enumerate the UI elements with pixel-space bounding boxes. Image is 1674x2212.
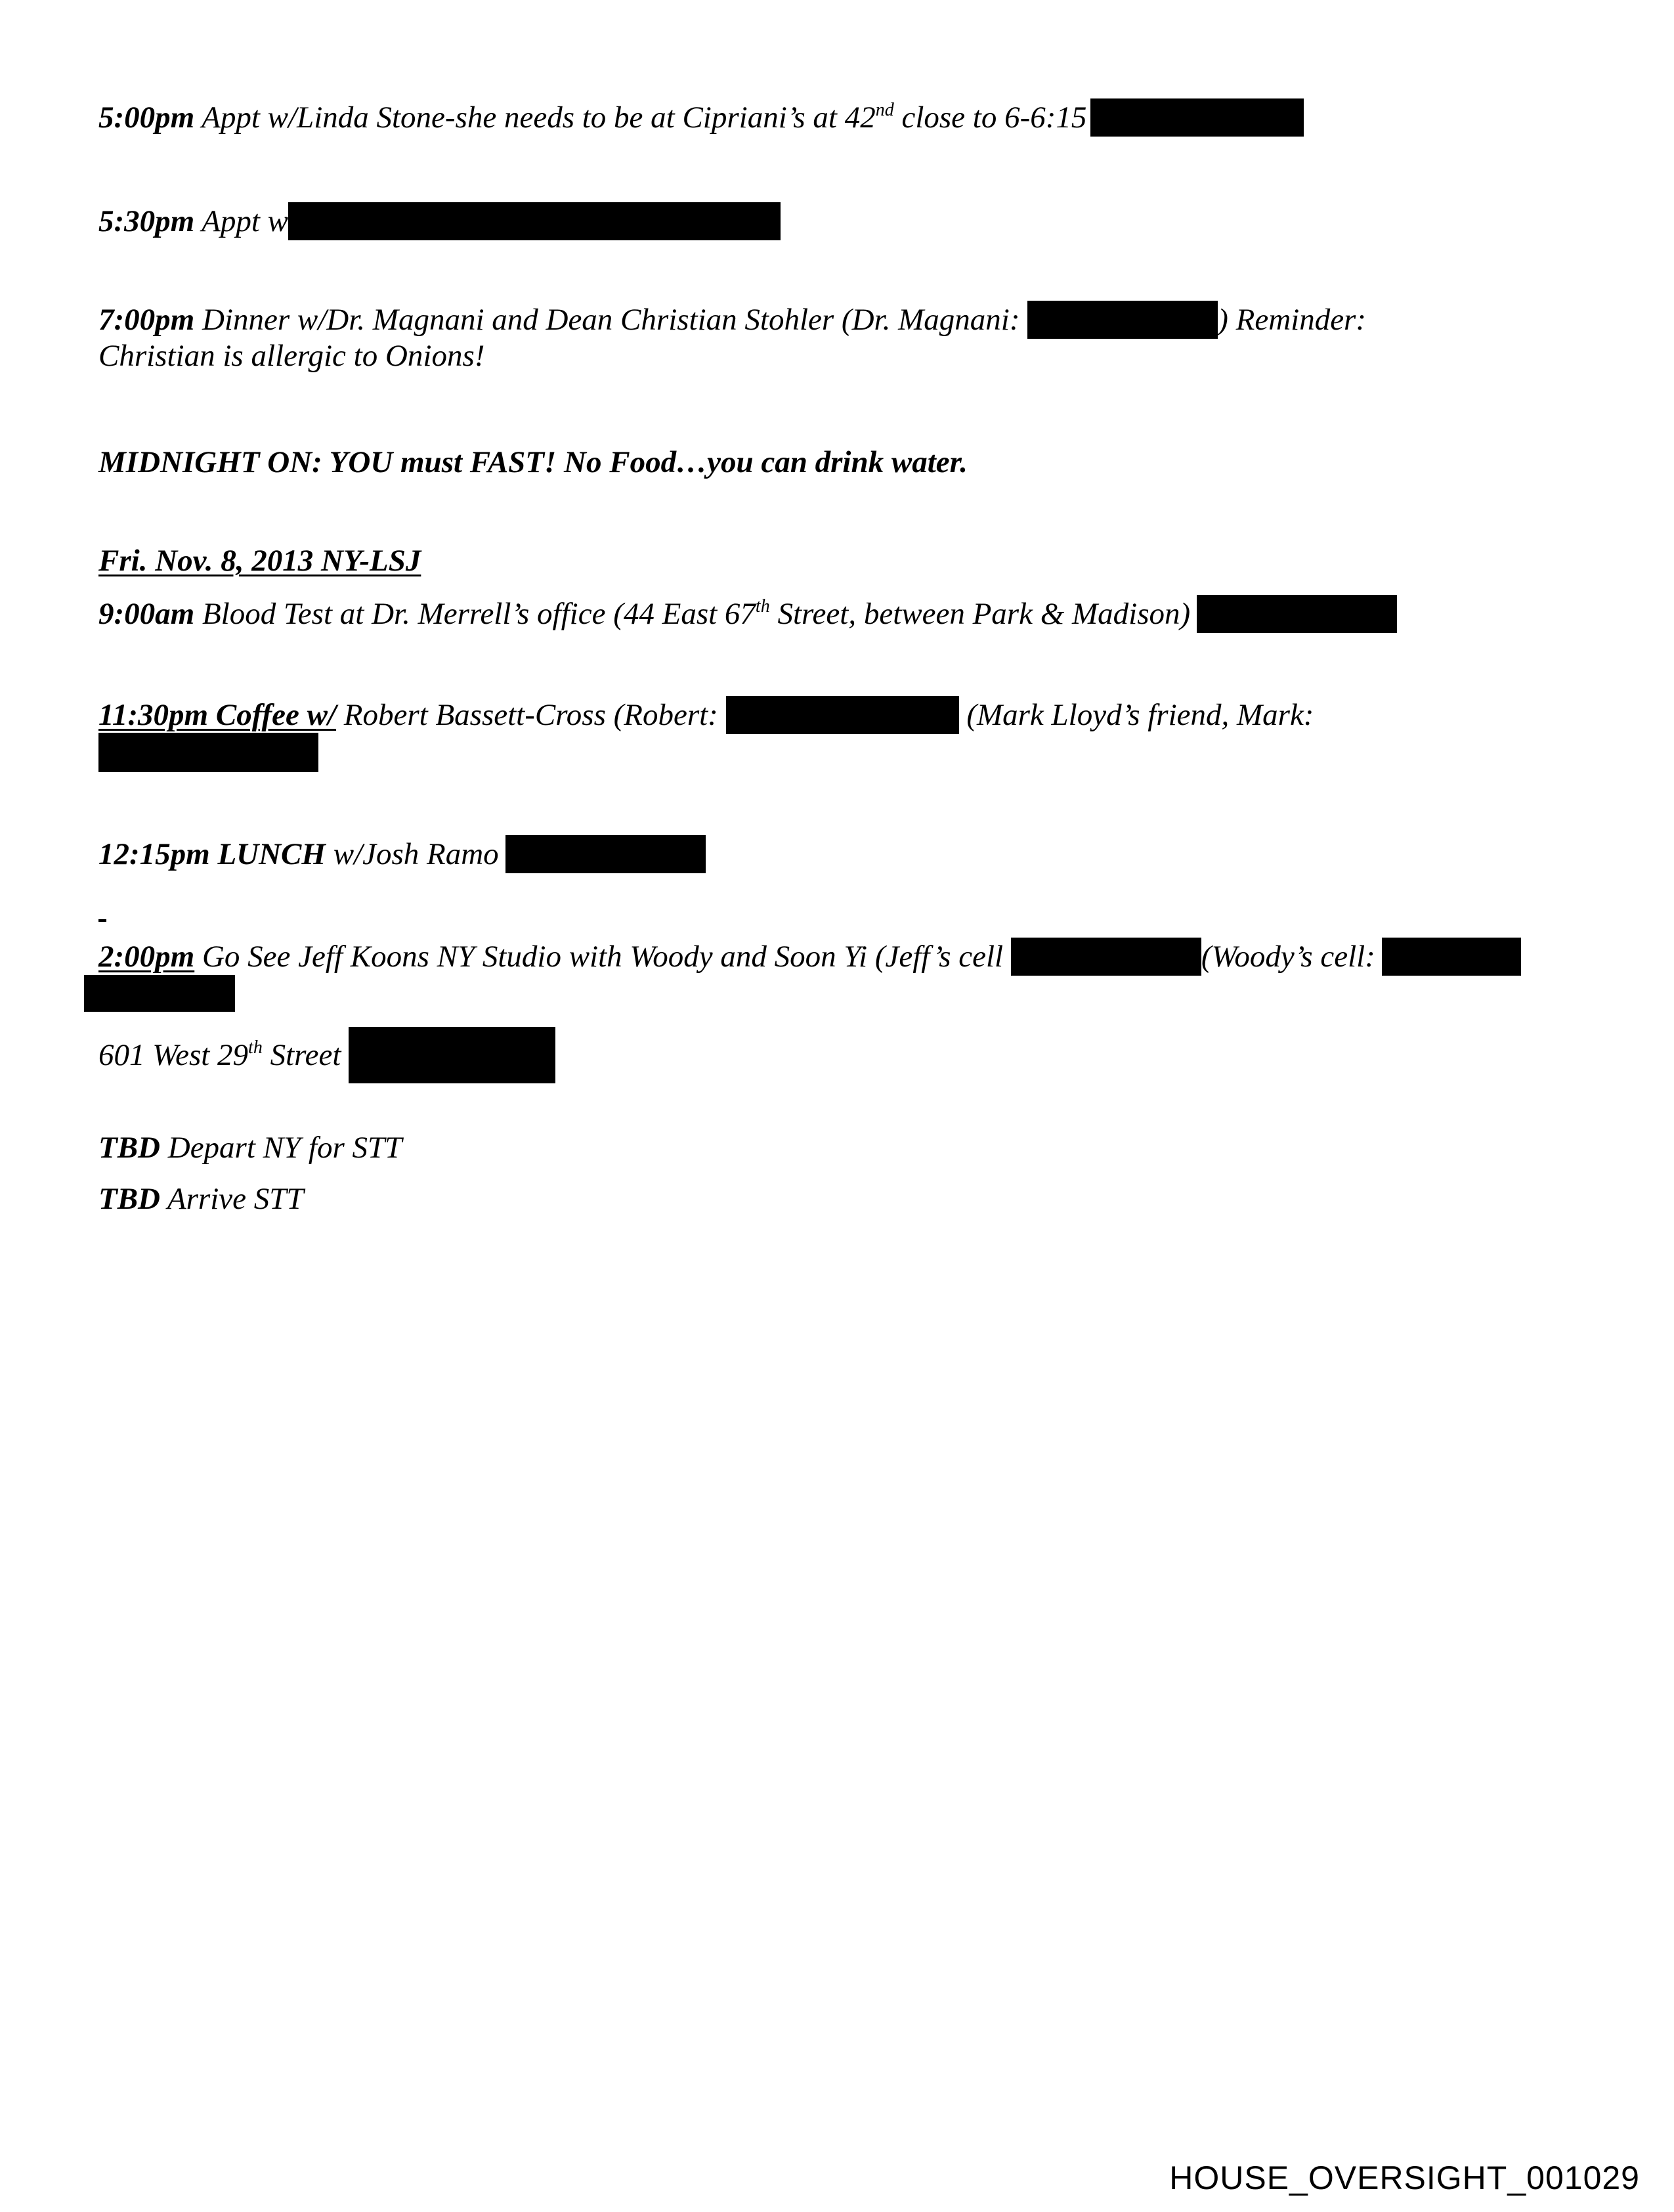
redaction-bar <box>1090 98 1304 137</box>
entry-text: Appt w <box>202 204 288 238</box>
redaction-bar <box>1027 301 1218 339</box>
redaction-bar <box>505 835 706 873</box>
entry-9am <box>98 595 1397 633</box>
redaction-bar <box>1382 938 1521 976</box>
ordinal-suffix: th <box>755 596 770 617</box>
redaction-bar <box>349 1027 555 1083</box>
bates-number: HOUSE_OVERSIGHT_001029 <box>1169 2159 1640 2196</box>
entry-text: Robert Bassett-Cross (Robert: <box>336 698 726 732</box>
entry-text: Depart NY for STT <box>160 1131 402 1165</box>
entry-text: Appt w/Linda Stone-she needs to be at Cipriani’s at 42 <box>202 100 876 135</box>
ordinal-suffix: th <box>248 1037 263 1058</box>
entry-arrive <box>98 1181 304 1217</box>
entry-530pm <box>98 202 781 240</box>
entry-text: w/Josh Ramo <box>325 837 499 871</box>
entry-time: 7:00pm <box>98 303 195 337</box>
entry-1215pm <box>98 835 706 873</box>
entry-time: TBD <box>98 1182 160 1216</box>
entry-text: (Mark Lloyd’s friend, Mark: <box>958 698 1314 732</box>
stray-mark <box>98 919 106 922</box>
address-text: 601 West 29 <box>98 1038 249 1072</box>
entry-7pm <box>98 301 1366 339</box>
entry-time: 9:00am <box>98 597 195 631</box>
redaction-bar <box>84 975 235 1012</box>
entry-7pm-continued <box>98 337 484 374</box>
entry-time: 2:00pm <box>98 940 195 974</box>
entry-time: 5:30pm <box>98 204 195 238</box>
address-text: Street <box>262 1038 349 1072</box>
entry-2pm <box>98 938 1521 976</box>
entry-text: ) Reminder: <box>1218 303 1366 337</box>
redaction-bar <box>288 202 781 240</box>
entry-text: Arrive STT <box>160 1182 304 1216</box>
entry-time: 11:30pm Coffee w/ <box>98 698 337 732</box>
fasting-notice: MIDNIGHT ON: YOU must FAST! No Food…you can drink water. <box>98 445 968 479</box>
entry-5pm <box>98 98 1304 137</box>
redaction-bar <box>1011 938 1201 976</box>
entry-time: 12:15pm LUNCH <box>98 837 326 871</box>
day-heading: Fri. Nov. 8, 2013 NY-LSJ <box>98 544 421 578</box>
entry-time: TBD <box>98 1131 160 1165</box>
redaction-bar <box>98 733 318 772</box>
entry-text: Dinner w/Dr. Magnani and Dean Christian Stohler (Dr. Magnani: <box>202 303 1028 337</box>
entry-text: Go See Jeff Koons NY Studio with Woody and Soon Yi (Jeff’s cell <box>194 940 1011 974</box>
studio-address <box>98 1027 555 1083</box>
entry-time: 5:00pm <box>98 100 195 135</box>
entry-text: Christian is allergic to Onions! <box>98 339 485 373</box>
entry-1130pm <box>98 696 1314 734</box>
entry-depart <box>98 1129 402 1166</box>
entry-text: (Woody’s cell: <box>1201 940 1375 974</box>
ordinal-suffix: nd <box>875 100 894 120</box>
redaction-bar <box>1197 595 1397 633</box>
entry-text: Street, between Park & Madison) <box>769 597 1191 631</box>
entry-text: Blood Test at Dr. Merrell’s office (44 East 67 <box>202 597 756 631</box>
redaction-bar <box>726 696 959 734</box>
entry-text: close to 6-6:15 <box>893 100 1087 135</box>
